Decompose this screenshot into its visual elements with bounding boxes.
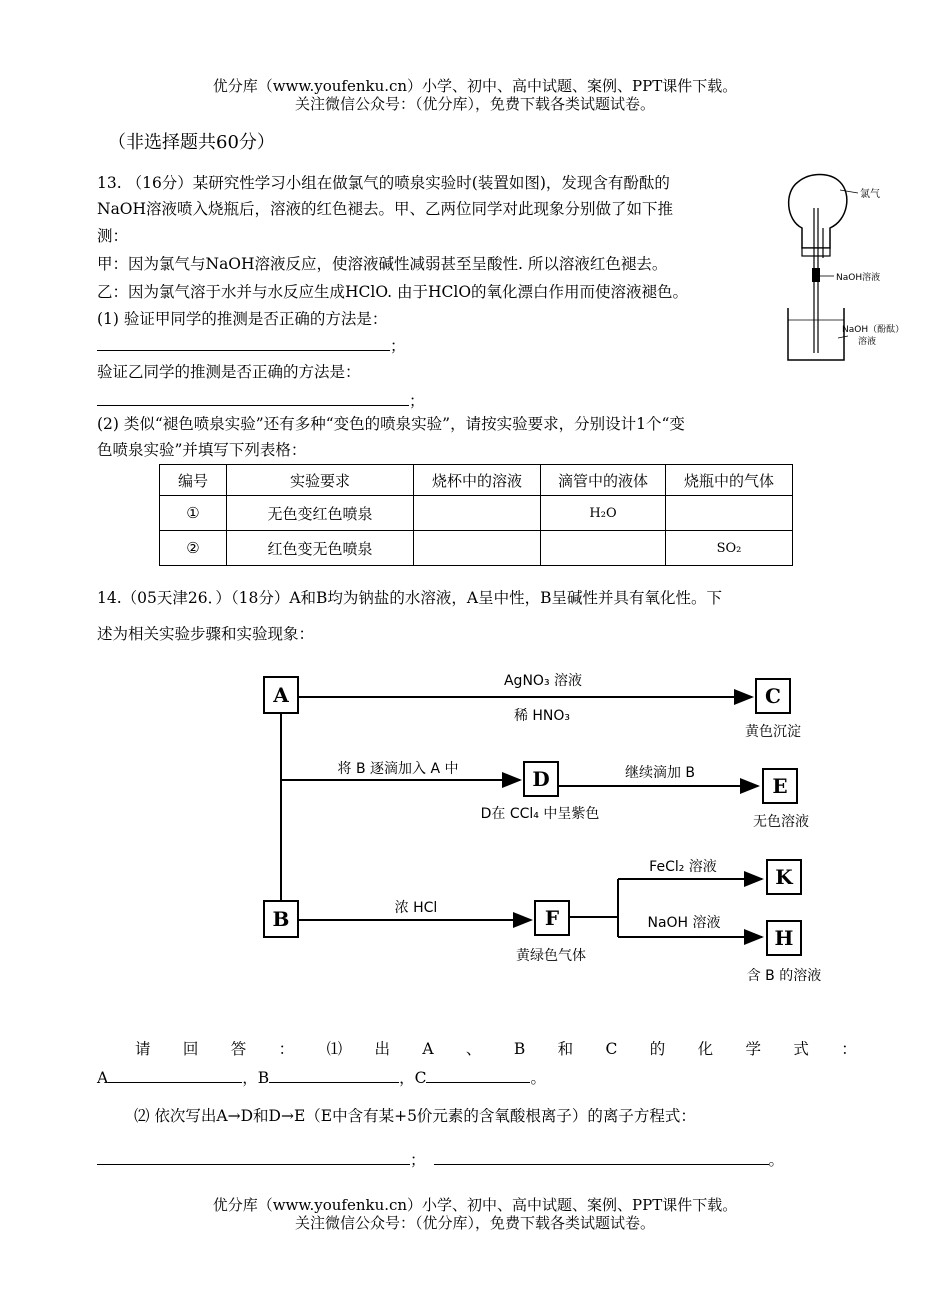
reagent-hno3: 稀 HNO₃ (513, 708, 571, 724)
label-yellow-green-gas: 黄绿色气体 (516, 948, 586, 964)
q13-jia: 甲：因为氯气与NaOH溶液反应，使溶液碱性减弱甚至呈酸性. 所以溶液红色褪去。 (97, 255, 668, 273)
answer-blank-c[interactable] (426, 1066, 530, 1083)
q13-answer-line-1 (97, 334, 406, 356)
ask-char: 学 (745, 1040, 762, 1058)
letter-A: A (273, 683, 289, 707)
q14-equation-line (97, 1148, 784, 1170)
footer-line-2: 关注微信公众号：（优分库），免费下载各类试题试卷。 (294, 1214, 655, 1232)
answer-blank[interactable] (97, 334, 390, 351)
experiment-table (159, 464, 793, 566)
period: 。 (768, 1151, 785, 1169)
ask-char: 、 (465, 1040, 482, 1058)
q14-ask-line (97, 1039, 857, 1059)
reagent-add-b-to-a: 将 B 逐滴加入 A 中 (337, 761, 459, 777)
label-beaker-2: 溶液 (858, 337, 877, 347)
semicolon: ； (410, 1151, 426, 1169)
answer-blank-a[interactable] (108, 1066, 242, 1083)
q13-part1b: 验证乙同学的推测是否正确的方法是： (97, 363, 361, 381)
letter-K: K (775, 865, 793, 889)
reagent-naoh: NaOH 溶液 (647, 915, 721, 931)
header-line-1: 优分库（www.youfenku.cn）小学、初中、高中试题、案例、PPT课件下载。 (212, 77, 738, 95)
semicolon: ； (390, 337, 406, 355)
table-row (160, 496, 793, 531)
clamp (812, 268, 820, 282)
table-row (160, 531, 793, 566)
ask-char: ： (841, 1040, 857, 1058)
letter-C: C (765, 684, 781, 708)
table-cell-blank[interactable] (541, 531, 666, 566)
leader-line (838, 336, 848, 338)
q13-line-1: 13. （16分）某研究性学习小组在做氯气的喷泉实验时(装置如图)，发现含有酚酞的 (97, 174, 670, 192)
reagent-continue-b: 继续滴加 B (624, 765, 696, 781)
table-cell-blank[interactable] (666, 496, 793, 531)
q13-part2-line1: (2) 类似“褪色喷泉实验”还有多种“变色的喷泉实验”，请按实验要求，分别设计1个“变 (97, 415, 685, 433)
table-header: 滴管中的液体 (541, 465, 666, 496)
table-header: 编号 (160, 465, 227, 496)
reaction-flow-diagram (250, 665, 850, 995)
q13-line-3: 测： (97, 227, 129, 245)
q13-part2-line2: 色喷泉实验”并填写下列表格： (97, 441, 307, 459)
ask-char: 式 (793, 1040, 809, 1058)
ask-char: 请 (135, 1040, 151, 1058)
table-cell: ② (160, 531, 227, 566)
table-header-row (160, 465, 793, 496)
ask-char: 的 (649, 1040, 666, 1058)
stopper (802, 248, 830, 256)
footer-line-1: 优分库（www.youfenku.cn）小学、初中、高中试题、案例、PPT课件下载。 (212, 1196, 738, 1214)
answer-blank-b[interactable] (269, 1066, 399, 1083)
table-header: 实验要求 (227, 465, 414, 496)
ask-char: 回 (182, 1040, 199, 1058)
table-cell: 无色变红色喷泉 (227, 496, 414, 531)
ask-char: 答 (230, 1040, 247, 1058)
answer-blank-equation-1[interactable] (97, 1148, 410, 1165)
label-colorless-solution: 无色溶液 (753, 814, 809, 830)
letter-B: B (272, 907, 290, 931)
ask-char: 化 (697, 1040, 714, 1058)
label-solution-containing-b: 含 B 的溶液 (746, 968, 822, 984)
reagent-fecl2: FeCl₂ 溶液 (649, 859, 717, 875)
table-cell: ① (160, 496, 227, 531)
table-cell: SO₂ (666, 531, 793, 566)
letter-D: D (532, 767, 550, 791)
q14-line-1: 14.（05天津26．）（18分）A和B均为钠盐的水溶液，A呈中性，B呈碱性并具有氧化性。下 (97, 589, 722, 607)
label-c: ，C (399, 1069, 427, 1087)
ask-char: A (422, 1040, 434, 1058)
label-d-purple: D在 CCl₄ 中呈紫色 (480, 806, 600, 822)
table-cell: H₂O (541, 496, 666, 531)
fountain-apparatus-figure (778, 168, 918, 368)
reagent-agno3: AgNO₃ 溶液 (503, 673, 583, 689)
letter-H: H (774, 926, 794, 950)
beaker (788, 308, 844, 360)
q13-part1: (1) 验证甲同学的推测是否正确的方法是： (97, 310, 388, 328)
letter-F: F (544, 906, 560, 930)
ask-char: 出 (374, 1040, 390, 1058)
table-header: 烧瓶中的气体 (666, 465, 793, 496)
label-a: A (97, 1069, 109, 1087)
table-cell: 红色变无色喷泉 (227, 531, 414, 566)
ask-char: 和 (557, 1040, 574, 1058)
q13-line-2: NaOH溶液喷入烧瓶后，溶液的红色褪去。甲、乙两位同学对此现象分别做了如下推 (97, 200, 674, 218)
label-b: ，B (242, 1069, 270, 1087)
answer-blank[interactable] (97, 389, 409, 406)
q14-part2: ⑵ 依次写出A→D和D→E（E中含有某+5价元素的含氧酸根离子）的离子方程式： (134, 1107, 696, 1125)
q13-yi: 乙：因为氯气溶于水并与水反应生成HClO. 由于HClO的氧化漂白作用而使溶液褪色。 (97, 283, 689, 301)
ask-char: ⑴ (326, 1040, 343, 1058)
period: 。 (530, 1069, 546, 1087)
ask-char: ： (278, 1040, 295, 1058)
q14-line-2: 述为相关实验步骤和实验现象： (97, 625, 315, 643)
leader-line (840, 190, 858, 193)
label-chlorine: 氯气 (860, 189, 880, 200)
table-cell-blank[interactable] (414, 496, 541, 531)
label-yellow-precipitate: 黄色沉淀 (745, 724, 801, 740)
ask-char: B (513, 1040, 526, 1058)
table-header: 烧杯中的溶液 (414, 465, 541, 496)
label-beaker-1: NaOH（酚酞） (842, 325, 905, 335)
answer-blank-equation-2[interactable] (434, 1148, 769, 1165)
reagent-conc-hcl: 浓 HCl (394, 900, 438, 916)
table-cell-blank[interactable] (414, 531, 541, 566)
q13-answer-line-2 (97, 389, 425, 411)
semicolon: ； (409, 392, 425, 410)
section-title: （非选择题共60分） (108, 132, 275, 153)
ask-char: C (605, 1040, 618, 1058)
q14-formula-line (97, 1066, 546, 1088)
header-line-2: 关注微信公众号：（优分库），免费下载各类试题试卷。 (294, 95, 655, 113)
label-naoh-dropper: NaOH溶液 (836, 273, 881, 283)
letter-E: E (772, 774, 788, 798)
